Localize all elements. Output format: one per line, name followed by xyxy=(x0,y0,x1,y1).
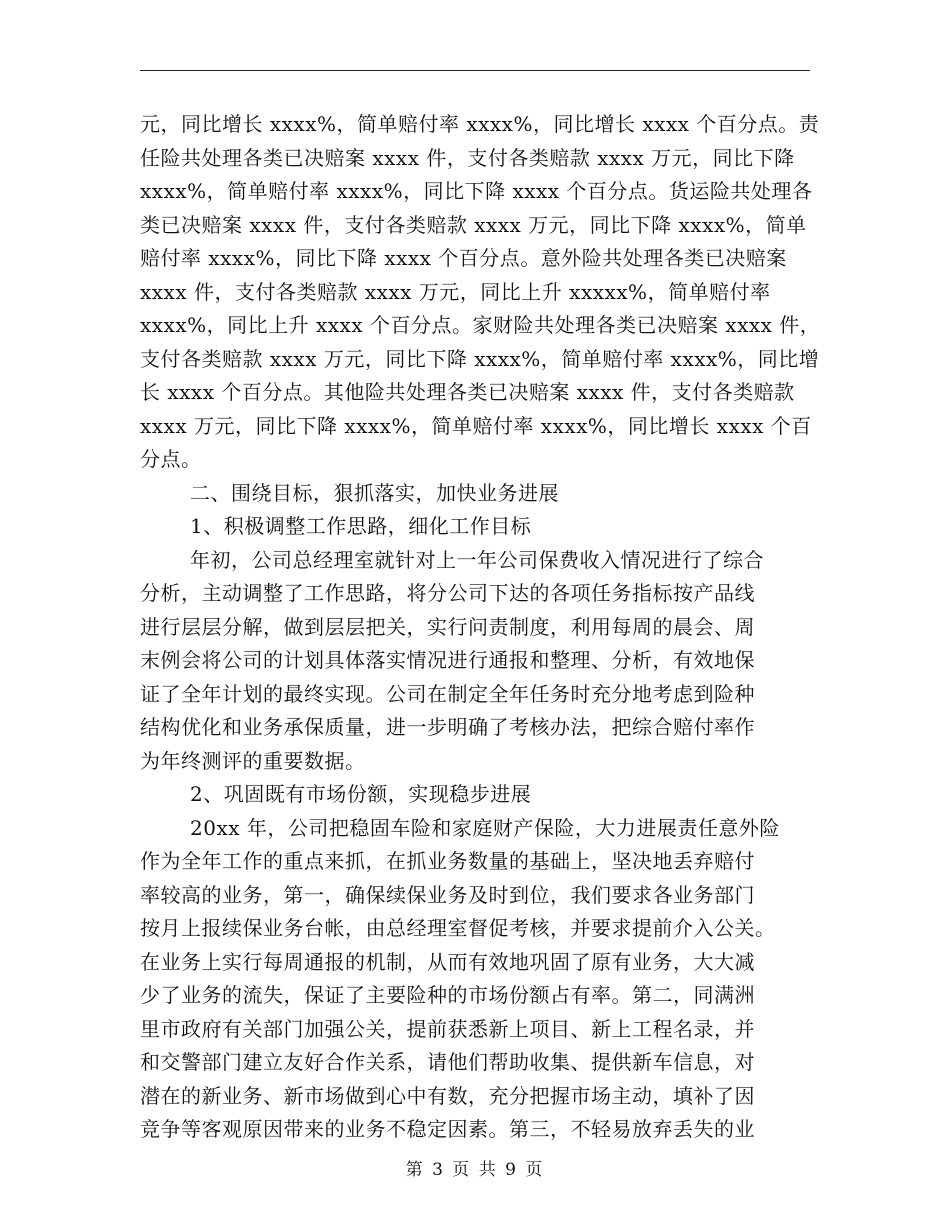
text-line: 竞争等客观原因带来的业务不稳定因素。第三，不轻易放弃丢失的业 xyxy=(140,1117,755,1141)
text-line: 按月上报续保业务台帐，由总经理室督促考核，并要求提前介入公关。 xyxy=(140,916,776,940)
paragraph-start: 20xx 年，公司把稳固车险和家庭财产保险，大力进展责任意外险 xyxy=(190,815,780,840)
text-line: 支付各类赔款 xxxx 万元，同比下降 xxxx%，简单赔付率 xxxx%，同比增 xyxy=(140,346,820,371)
text-line: 类已决赔案 xxxx 件，支付各类赔款 xxxx 万元，同比下降 xxxx%，简单 xyxy=(140,212,807,237)
text-line: 少了业务的流失，保证了主要险种的市场份额占有率。第二，同满洲 xyxy=(140,983,755,1007)
text-line: 为年终测评的重要数据。 xyxy=(140,748,366,773)
text-line: 证了全年计划的最终实现。公司在制定全年任务时充分地考虑到险种 xyxy=(140,681,755,706)
text-line: 赔付率 xxxx%，同比下降 xxxx 个百分点。意外险共处理各类已决赔案 xyxy=(140,246,787,270)
text-line: 元，同比增长 xxxx%，简单赔付率 xxxx%，同比增长 xxxx 个百分点。责 xyxy=(140,112,820,136)
text-line: 作为全年工作的重点来抓，在抓业务数量的基础上，坚决地丢弃赔付 xyxy=(140,849,755,873)
text-line: 任险共处理各类已决赔案 xxxx 件，支付各类赔款 xxxx 万元，同比下降 xyxy=(140,145,795,170)
text-line: 和交警部门建立友好合作关系，请他们帮助收集、提供新车信息，对 xyxy=(140,1050,755,1074)
text-line: 在业务上实行每周通报的机制，从而有效地巩固了原有业务，大大减 xyxy=(140,949,755,974)
text-line: 分析，主动调整了工作思路，将分公司下达的各项任务指标按产品线 xyxy=(140,581,755,605)
document-body xyxy=(140,108,821,1147)
section-heading: 二、围绕目标，狠抓落实，加快业务进展 xyxy=(190,480,559,505)
page-number-footer: 第 3 页 共 9 页 xyxy=(405,1160,545,1180)
text-line: xxxx%，简单赔付率 xxxx%，同比下降 xxxx 个百分点。货运险共处理各 xyxy=(140,179,813,203)
text-line: 结构优化和业务承保质量，进一步明确了考核办法，把综合赔付率作 xyxy=(140,715,755,739)
text-line: 末例会将公司的计划具体落实情况进行通报和整理、分析，有效地保 xyxy=(140,648,755,672)
text-line: xxxx%，同比上升 xxxx 个百分点。家财险共处理各类已决赔案 xxxx 件， xyxy=(140,313,821,337)
text-line: 分点。 xyxy=(140,447,202,471)
text-line: 潜在的新业务、新市场做到心中有数，充分把握市场主动，填补了因 xyxy=(140,1083,755,1108)
text-line: xxxx 件，支付各类赔款 xxxx 万元，同比上升 xxxxx%，简单赔付率 xyxy=(140,279,771,304)
text-line: xxxx 万元，同比下降 xxxx%，简单赔付率 xxxx%，同比增长 xxxx 个百 xyxy=(140,413,812,438)
text-line: 进行层层分解，做到层层把关，实行问责制度，利用每周的晨会、周 xyxy=(140,614,755,639)
header-rule xyxy=(140,70,810,71)
text-line: 率较高的业务，第一，确保续保业务及时到位，我们要求各业务部门 xyxy=(140,882,755,907)
subsection-heading: 2、巩固既有市场份额，实现稳步进展 xyxy=(190,782,532,806)
text-line: 长 xxxx 个百分点。其他险共处理各类已决赔案 xxxx 件，支付各类赔款 xyxy=(140,380,795,404)
text-line: 里市政府有关部门加强公关，提前获悉新上项目、新上工程名录，并 xyxy=(140,1016,755,1041)
paragraph-start: 年初，公司总经理室就针对上一年公司保费收入情况进行了综合 xyxy=(190,547,764,572)
subsection-heading: 1、积极调整工作思路，细化工作目标 xyxy=(190,514,532,538)
